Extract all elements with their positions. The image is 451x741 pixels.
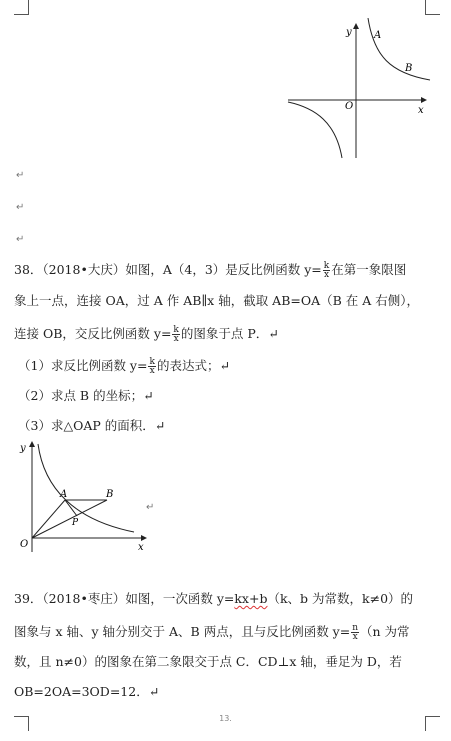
fraction-k-over-x: $\frac{k}{x}$ — [149, 357, 155, 376]
origin-label: O — [20, 539, 29, 550]
point-b-label: B — [405, 63, 413, 74]
hyperbola-curve — [38, 444, 134, 532]
page-number: 13. — [219, 714, 232, 723]
segment-oa — [32, 500, 65, 538]
x-axis-label: x — [138, 542, 144, 553]
triangle-hyperbola-figure — [14, 438, 150, 554]
fraction-k-over-x: $\frac{k}{x}$ — [323, 261, 330, 280]
crop-mark-top-left — [14, 0, 29, 15]
paragraph-mark: ↵ — [146, 502, 155, 513]
y-axis-label: y — [20, 443, 26, 454]
y-axis-label: y — [346, 27, 352, 38]
q39-line-1: 39．（2018•枣庄）如图，一次函数 y=kx+b（k、b 为常数，k≠0）的 — [14, 591, 414, 606]
paragraph-mark: ↵ — [16, 170, 25, 181]
q39-line-2: 图象与 x 轴、y 轴分别交于 A、B 两点，且与反比例函数 y= $\frac{n}{x}$ （n 为常 — [14, 623, 410, 642]
point-b-label: B — [106, 489, 114, 500]
point-a-label: A — [60, 489, 68, 500]
x-axis-label: x — [418, 105, 424, 116]
q38-sub-2: （2）求点 B 的坐标；↵ — [18, 388, 154, 403]
hyperbola-figure — [282, 18, 432, 160]
point-a-label: A — [374, 30, 382, 41]
q39-line-3: 数，且 n≠0）的图象在第二象限交于点 C．CD⊥x 轴，垂足为 D，若 — [14, 654, 402, 669]
origin-label: O — [345, 101, 354, 112]
paragraph-mark: ↵ — [16, 202, 25, 213]
crop-mark-top-right — [425, 0, 440, 15]
q38-sub-1: （1）求反比例函数 y= $\frac{k}{x}$ 的表达式；↵ — [18, 357, 230, 376]
fraction-n-over-x: $\frac{n}{x}$ — [352, 623, 358, 642]
q38-sub-3: （3）求△OAP 的面积．↵ — [18, 418, 166, 433]
fraction-k-over-x: $\frac{k}{x}$ — [173, 325, 179, 344]
q38-line-1: 38．（2018•大庆）如图，A（4，3）是反比例函数 y= $\frac{k}{x}$ 在第一象限图 — [14, 261, 407, 280]
hyperbola-branch-quadrant-1 — [368, 18, 430, 80]
q38-line-3: 连接 OB，交反比例函数 y= $\frac{k}{x}$ 的图象于点 P．↵ — [14, 325, 279, 344]
hyperbola-branch-quadrant-3 — [288, 102, 342, 158]
paragraph-mark: ↵ — [16, 234, 25, 245]
q38-line-2: 象上一点，连接 OA，过 A 作 AB∥x 轴，截取 AB=OA（B 在 A 右侧）， — [14, 293, 420, 308]
point-p-label: P — [72, 518, 79, 528]
q39-line-4: OB=2OA=3OD=12．↵ — [14, 684, 160, 699]
